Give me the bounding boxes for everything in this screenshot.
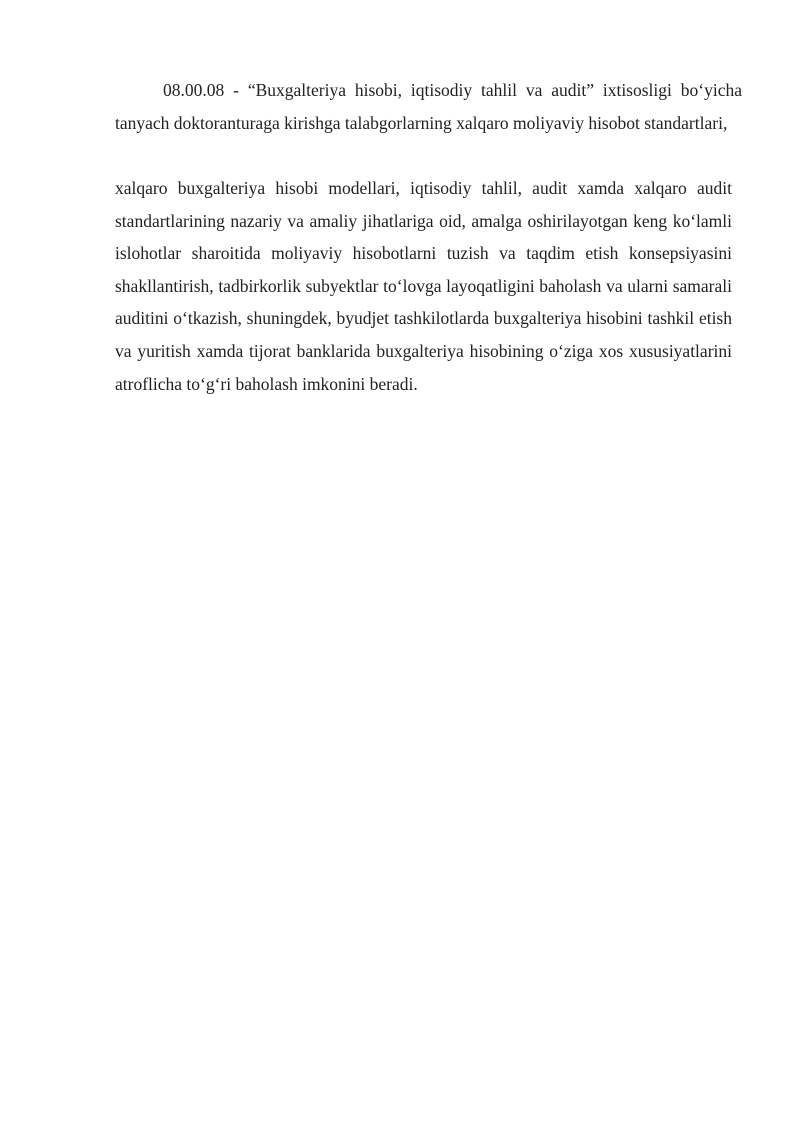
intro-paragraph: 08.00.08 - “Buxgalteriya hisobi, iqtisodiy tahlil va audit” ixtisosligi bo‘yicha tanyach doktoranturaga kirishga talabgorlarning xalqaro moliyaviy hisobot standartlari, <box>115 80 742 133</box>
body-paragraph: xalqaro buxgalteriya hisobi modellari, iqtisodiy tahlil, audit xamda xalqaro audit standartlarining nazariy va amaliy jihatlariga oid, amalga oshirilayotgan keng ko‘lamli islohotlar sharoitida moliyaviy hisobotlarni tuzish va taqdim etish konsepsiyasini shakllantirish, tadbirkorlik subyektlar to‘lovga layoqatligini baholash va ularni samarali auditini o‘tkazish, shuningdek, byudjet tashkilotlarda buxgalteriya hisobini tashkil etish va yuritish xamda tijorat banklarida buxgalteriya hisobining o‘ziga xos xususiyatlarini atroflicha to‘g‘ri baholash imkonini beradi. <box>115 178 732 394</box>
